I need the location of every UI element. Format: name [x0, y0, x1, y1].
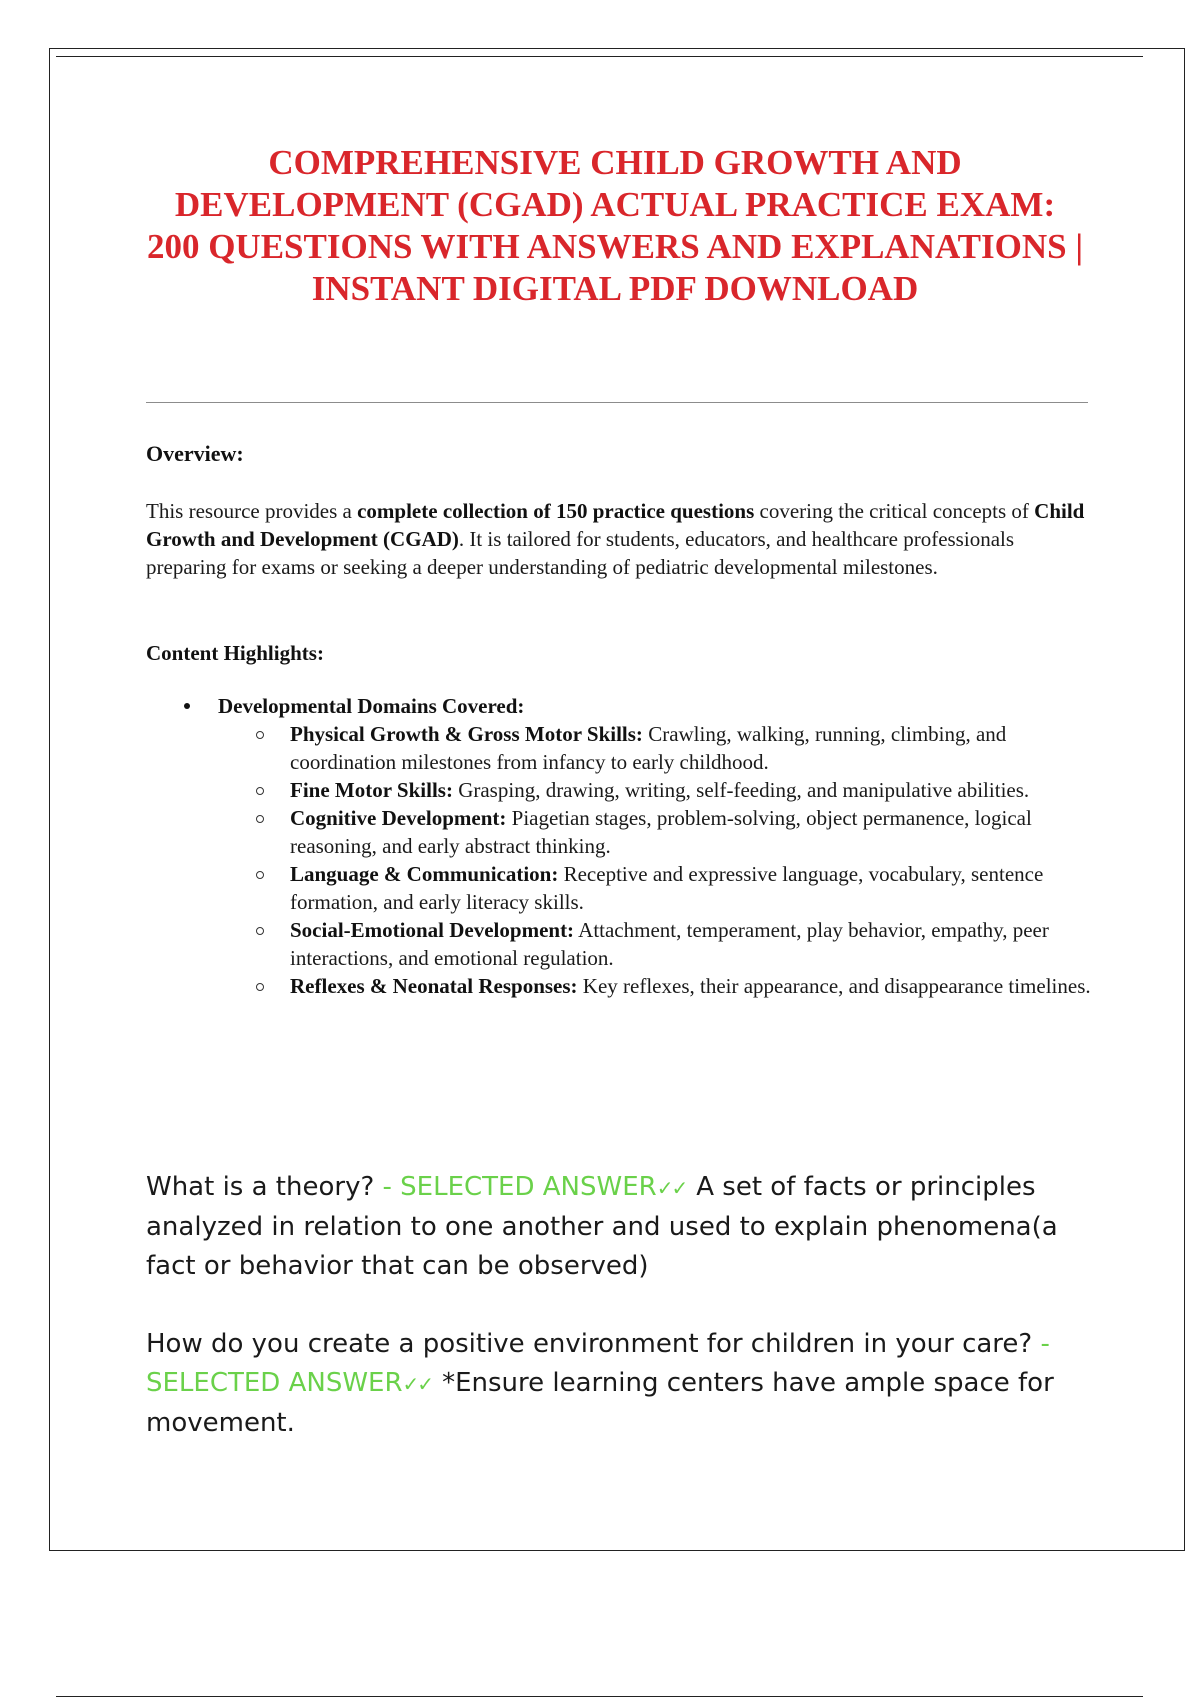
domain-text: Piagetian stages, problem-solving, object permanence, logical reasoning, and early abstract thinking.	[290, 806, 1032, 858]
answer-text: *Ensure learning centers have ample space for movement.	[146, 1368, 1054, 1438]
circle-bullet-icon	[256, 787, 264, 795]
list-item	[146, 804, 1096, 860]
content-highlights-heading: Content Highlights:	[146, 641, 324, 665]
overview-text-2: covering the critical concepts of	[754, 499, 1035, 523]
list-item	[146, 776, 1096, 804]
domains-bullet-item	[146, 692, 1096, 720]
domain-label: Social-Emotional Development:	[290, 918, 575, 942]
question-answer-2	[146, 1325, 1076, 1443]
developmental-domains-list	[146, 692, 1096, 1000]
domain-text: Attachment, temperament, play behavior, empathy, peer interactions, and emotional regulation.	[290, 918, 1049, 970]
list-item	[146, 860, 1096, 916]
title-divider	[146, 402, 1088, 403]
list-item	[146, 720, 1096, 776]
check-mark-icon: ✓✓	[402, 1372, 433, 1396]
document-title: COMPREHENSIVE CHILD GROWTH AND DEVELOPMENT (CGAD) ACTUAL PRACTICE EXAM: 200 QUESTIONS WITH ANSWERS AND EXPLANATIONS | INSTANT DIGITAL PDF DOWNLOAD	[146, 143, 1084, 308]
domain-text: Key reflexes, their appearance, and disappearance timelines.	[577, 974, 1091, 998]
selected-answer-label: - SELECTED ANSWER	[146, 1329, 1050, 1398]
selected-answer-label: - SELECTED ANSWER	[382, 1172, 657, 1202]
circle-bullet-icon	[256, 983, 264, 991]
domain-sub-list	[146, 720, 1096, 1000]
circle-bullet-icon	[256, 731, 264, 739]
list-item	[146, 916, 1096, 972]
domain-label: Fine Motor Skills:	[290, 778, 453, 802]
domain-text: Receptive and expressive language, vocabulary, sentence formation, and early literacy skills.	[290, 862, 1044, 914]
domain-label: Physical Growth & Gross Motor Skills:	[290, 722, 643, 746]
bullet-icon	[184, 703, 190, 709]
list-item	[146, 972, 1096, 1000]
domain-text: Crawling, walking, running, climbing, and coordination milestones from infancy to early childhood.	[290, 722, 1007, 774]
overview-bold-1: complete collection of 150 practice questions	[357, 499, 755, 523]
overview-paragraph	[146, 497, 1096, 581]
circle-bullet-icon	[256, 815, 264, 823]
check-mark-icon: ✓✓	[656, 1176, 687, 1200]
domain-label: Reflexes & Neonatal Responses:	[290, 974, 578, 998]
question-answer-1	[146, 1168, 1076, 1286]
question-text: How do you create a positive environment for children in your care?	[146, 1329, 1041, 1359]
domain-label: Cognitive Development:	[290, 806, 507, 830]
answer-text: A set of facts or principles analyzed in relation to one another and used to explain phenomena(a fact or behavior that can be observed)	[146, 1172, 1058, 1281]
domain-label: Language & Communication:	[290, 862, 559, 886]
bottom-rule	[56, 1696, 1143, 1697]
circle-bullet-icon	[256, 927, 264, 935]
domain-text: Grasping, drawing, writing, self-feeding, and manipulative abilities.	[452, 778, 1030, 802]
overview-bold-2: Child Growth and Development (CGAD)	[146, 499, 1085, 551]
question-text: What is a theory?	[146, 1172, 383, 1202]
circle-bullet-icon	[256, 871, 264, 879]
overview-text-1: This resource provides a	[146, 499, 358, 523]
overview-heading: Overview:	[146, 441, 244, 466]
domains-heading: Developmental Domains Covered:	[218, 694, 525, 718]
overview-text-3: . It is tailored for students, educators, and healthcare professionals preparing for exams or seeking a deeper understanding of pediatric developmental milestones.	[146, 527, 1015, 579]
